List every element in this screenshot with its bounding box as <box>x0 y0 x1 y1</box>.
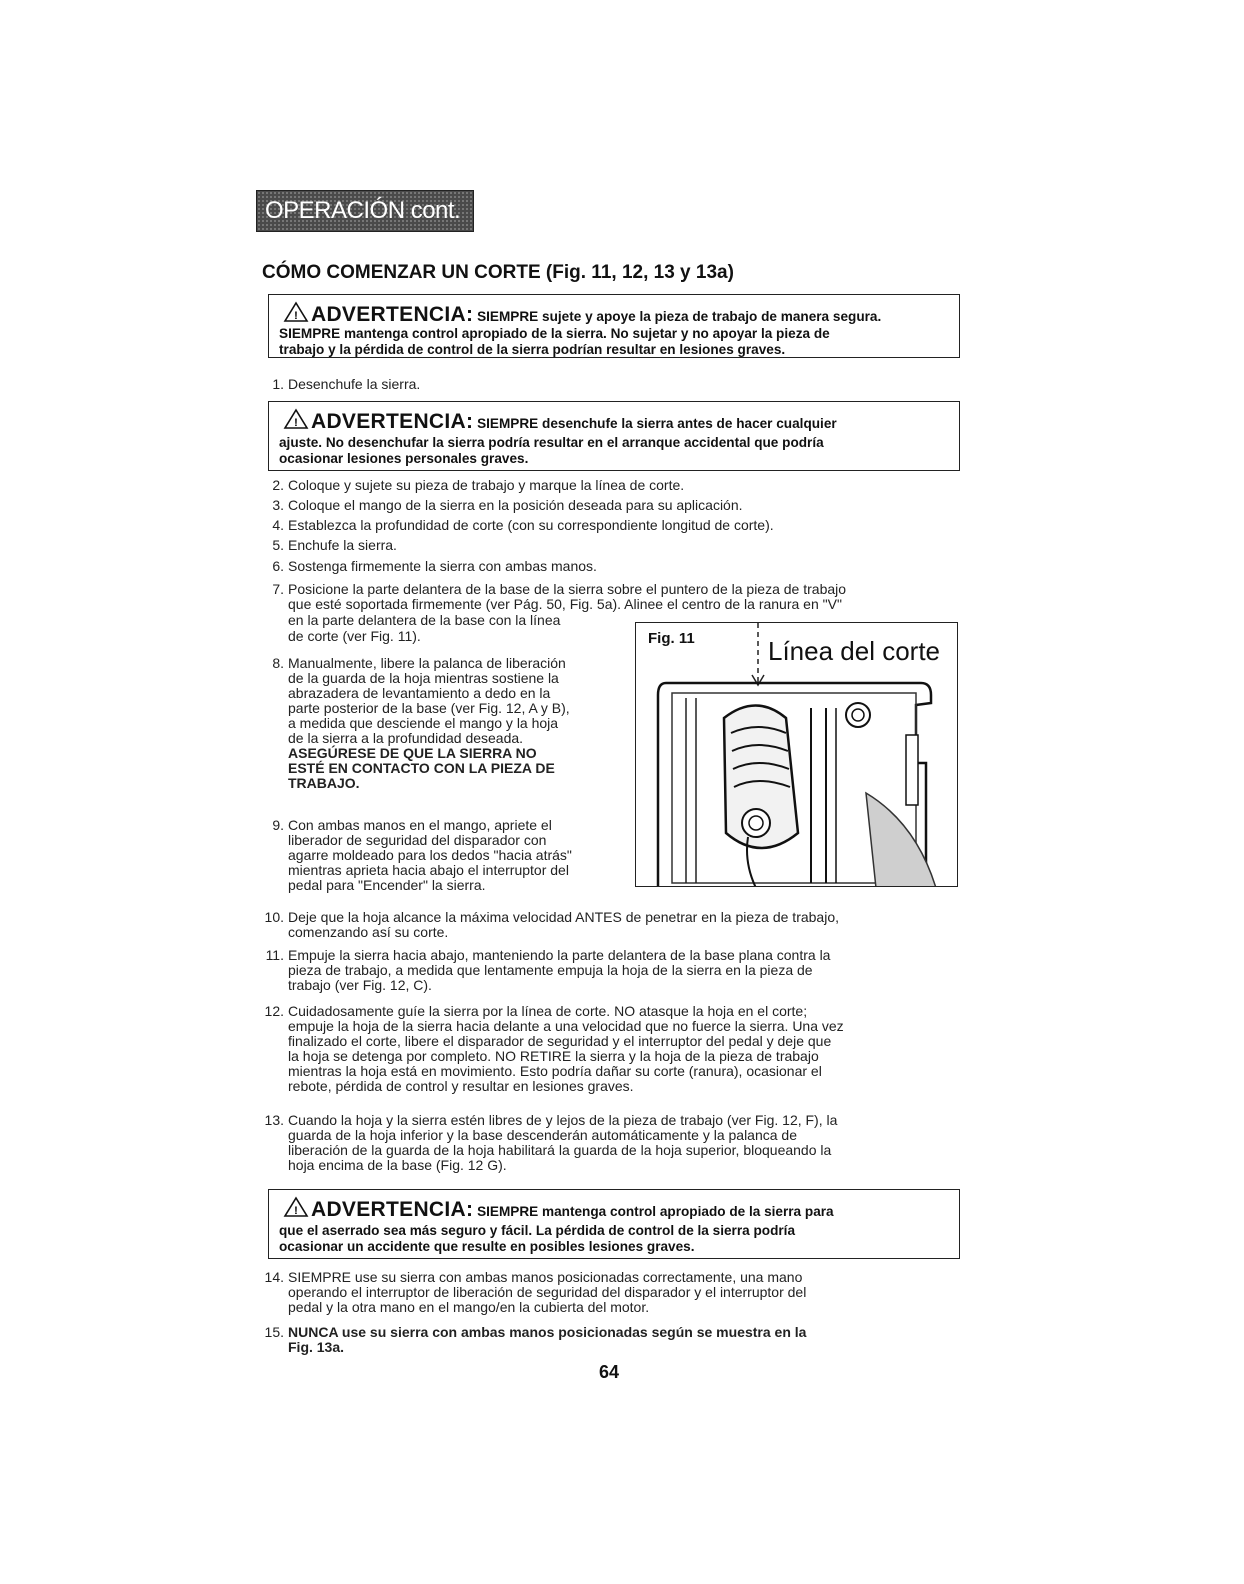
step-line: hoja encima de la base (Fig. 12 G). <box>288 1157 507 1173</box>
step-number: 4. <box>272 517 284 533</box>
list-item <box>258 1113 968 1177</box>
list-item <box>258 377 958 393</box>
list-item <box>258 910 968 942</box>
step-line: NUNCA use su sierra con ambas manos posicionadas según se muestra en la <box>288 1324 807 1340</box>
step-line: Coloque el mango de la sierra en la posición deseada para su aplicación. <box>288 497 743 513</box>
list-item <box>258 518 958 534</box>
warning-line: que el aserrado sea más seguro y fácil. La pérdida de control de la sierra podría <box>279 1223 795 1238</box>
figure-label: Fig. 11 <box>648 630 695 647</box>
figure-caption: Línea del corte <box>768 636 941 666</box>
list-item <box>258 559 958 575</box>
step-line: pedal para "Encender" la sierra. <box>288 877 486 893</box>
page-number: 64 <box>599 1362 620 1382</box>
warning-line: SIEMPRE sujete y apoye la pieza de trabajo de manera segura. <box>477 309 882 324</box>
list-item <box>258 478 958 494</box>
step-line: de la sierra a la profundidad deseada. <box>288 730 524 746</box>
step-line: guarda de la hoja inferior y la base descenderán automáticamente y la palanca de <box>288 1127 797 1143</box>
step-number: 3. <box>272 497 284 513</box>
warning-line: SIEMPRE mantenga control apropiado de la sierra. No sujetar y no apoyar la pieza de <box>279 326 830 341</box>
step-bold-line: ESTÉ EN CONTACTO CON LA PIEZA DE <box>288 760 555 776</box>
step-line: a medida que desciende el mango y la hoja <box>288 715 559 731</box>
warning-triangle-icon <box>283 408 309 430</box>
warning-title: ADVERTENCIA: <box>311 410 474 433</box>
step-number: 5. <box>272 537 284 553</box>
step-line: la hoja se detenga por completo. NO RETIRE la sierra y la hoja de la pieza de trabajo <box>288 1048 819 1064</box>
svg-text:!: ! <box>294 310 298 322</box>
step-line: de la guarda de la hoja mientras sostiene la <box>288 670 559 686</box>
step-line: Manualmente, libere la palanca de liberación <box>288 655 566 671</box>
warning-box-3 <box>268 1189 960 1259</box>
step-number: 2. <box>272 477 284 493</box>
warning-line: SIEMPRE mantenga control apropiado de la sierra para <box>477 1204 834 1219</box>
step-line: operando el interruptor de liberación de seguridad del disparador y el interruptor del <box>288 1284 807 1300</box>
step-line: mientras aprieta hacia abajo el interruptor del <box>288 862 569 878</box>
step-bold-line: TRABAJO. <box>288 775 360 791</box>
step-number: 13. <box>264 1112 284 1128</box>
step-line: trabajo (ver Fig. 12, C). <box>288 977 432 993</box>
step-line: SIEMPRE use su sierra con ambas manos posicionadas correctamente, una mano <box>288 1269 803 1285</box>
step-line: Establezca la profundidad de corte (con su correspondiente longitud de corte). <box>288 517 774 533</box>
warning-box-1 <box>268 294 960 358</box>
step-line: Cuando la hoja y la sierra estén libres de y lejos de la pieza de trabajo (ver Fig. 12, F), la <box>288 1112 838 1128</box>
step-number: 14. <box>264 1269 284 1285</box>
warning-triangle-icon <box>283 301 309 323</box>
step-number: 6. <box>272 558 284 574</box>
step-line: Con ambas manos en el mango, apriete el <box>288 817 552 833</box>
warning-box-2 <box>268 401 960 471</box>
step-line: abrazadera de levantamiento a dedo en la <box>288 685 551 701</box>
section-banner-label: OPERACIÓN cont. <box>265 197 461 224</box>
warning-title: ADVERTENCIA: <box>311 1198 474 1221</box>
step-line: liberador de seguridad del disparador con <box>288 832 547 848</box>
list-item <box>258 1325 968 1357</box>
warning-line: SIEMPRE desenchufe la sierra antes de hacer cualquier <box>477 416 837 431</box>
step-line: rebote, pérdida de control y resultar en lesiones graves. <box>288 1078 634 1094</box>
step-line: mientras la hoja está en movimiento. Esto podría dañar su corte (ranura), ocasionar el <box>288 1063 822 1079</box>
list-item <box>258 538 958 554</box>
list-item <box>258 656 638 806</box>
step-line: pieza de trabajo, a medida que lentamente empuja la hoja de la sierra en la pieza de <box>288 962 813 978</box>
step-number: 1. <box>272 376 284 392</box>
step-line: empuje la hoja de la sierra hacia delante a una velocidad que no fuerce la sierra. Una vez <box>288 1018 844 1034</box>
step-line: Sostenga firmemente la sierra con ambas manos. <box>288 558 597 574</box>
step-line: Cuidadosamente guíe la sierra por la línea de corte. NO atasque la hoja en el corte; <box>288 1003 808 1019</box>
step-line: Deje que la hoja alcance la máxima velocidad ANTES de penetrar en la pieza de trabajo, <box>288 909 839 925</box>
section-heading: CÓMO COMENZAR UN CORTE (Fig. 11, 12, 13 y 13a) <box>262 262 734 283</box>
svg-text:!: ! <box>294 1205 298 1217</box>
step-number: 12. <box>264 1003 284 1019</box>
step-number: 10. <box>264 909 284 925</box>
step-line: de corte (ver Fig. 11). <box>288 628 421 644</box>
list-item <box>258 948 968 996</box>
step-line: parte posterior de la base (ver Fig. 12, A y B), <box>288 700 570 716</box>
warning-line: trabajo y la pérdida de control de la sierra podrían resultar en lesiones graves. <box>279 342 786 357</box>
warning-line: ocasionar un accidente que resulte en posibles lesiones graves. <box>279 1239 695 1254</box>
step-line: Desenchufe la sierra. <box>288 376 421 392</box>
step-line: agarre moldeado para los dedos "hacia atrás" <box>288 847 572 863</box>
step-line: en la parte delantera de la base con la línea <box>288 612 561 628</box>
step-line: Fig. 13a. <box>288 1339 345 1355</box>
step-bold-line: ASEGÚRESE DE QUE LA SIERRA NO <box>288 745 537 761</box>
step-line: Coloque y sujete su pieza de trabajo y marque la línea de corte. <box>288 477 685 493</box>
step-line: que esté soportada firmemente (ver Pág. 50, Fig. 5a). Alinee el centro de la ranura en "V" <box>288 596 842 612</box>
list-item <box>258 818 638 898</box>
warning-title: ADVERTENCIA: <box>311 303 474 326</box>
step-line: pedal y la otra mano en el mango/en la cubierta del motor. <box>288 1299 650 1315</box>
step-line: Enchufe la sierra. <box>288 537 397 553</box>
warning-line: ajuste. No desenchufar la sierra podría resultar en el arranque accidental que podría <box>279 435 824 450</box>
list-item <box>258 1270 968 1318</box>
section-banner <box>256 190 474 232</box>
step-line: liberación de la guarda de la hoja habilitará la guarda de la hoja superior, bloqueando la <box>288 1142 832 1158</box>
warning-line: ocasionar lesiones personales graves. <box>279 451 529 466</box>
step-line: Empuje la sierra hacia abajo, manteniendo la parte delantera de la base plana contra la <box>288 947 831 963</box>
list-item <box>258 1004 968 1100</box>
step-line: Posicione la parte delantera de la base de la sierra sobre el puntero de la pieza de trabajo <box>288 581 847 597</box>
step-line: comenzando así su corte. <box>288 924 449 940</box>
step-line: finalizado el corte, libere el disparador de seguridad y el interruptor del pedal y deje que <box>288 1033 832 1049</box>
list-item <box>258 498 958 514</box>
step-number: 9. <box>272 817 284 833</box>
step-number: 8. <box>272 655 284 671</box>
step-number: 7. <box>272 581 284 597</box>
step-number: 11. <box>265 947 284 963</box>
warning-triangle-icon <box>283 1196 309 1218</box>
svg-text:!: ! <box>294 417 298 429</box>
step-number: 15. <box>264 1324 284 1340</box>
